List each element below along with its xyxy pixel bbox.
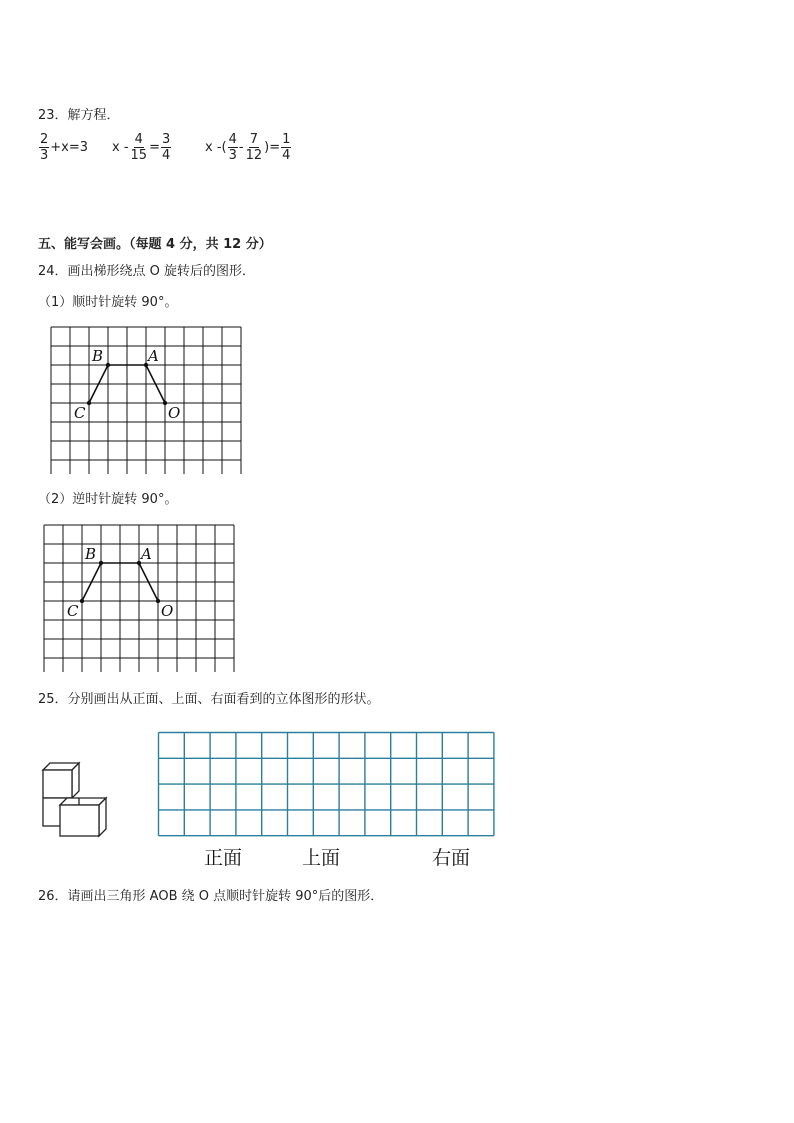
point-B [99, 561, 103, 565]
equation-text: x - [112, 140, 129, 155]
q24-part2: （2）逆时针旋转 90°。 [38, 492, 178, 507]
q25-title: 25．分别画出从正面、上面、右面看到的立体图形的形状。 [38, 692, 380, 707]
view-drawing-grid [157, 731, 497, 839]
cube-stack-figure [40, 760, 110, 838]
numerator: 1 [282, 132, 291, 147]
denominator: 15 [130, 148, 148, 163]
numerator: 2 [40, 132, 49, 147]
equation-3 [205, 132, 292, 163]
cube-side-face [99, 798, 106, 836]
numerator: 4 [228, 132, 237, 147]
grid-lines [44, 525, 234, 672]
point-C [87, 401, 91, 405]
label-top-view: 上面 [302, 847, 341, 869]
point-label-A: A [148, 347, 159, 365]
point-label-B: B [92, 347, 104, 365]
point-O [163, 401, 167, 405]
point-label-A: A [141, 545, 152, 563]
q26-title: 26．请画出三角形 AOB 绕 O 点顺时针旋转 90°后的图形． [38, 889, 384, 904]
q24-title: 24．画出梯形绕点 O 旋转后的图形． [38, 264, 256, 279]
numerator: 7 [249, 132, 258, 147]
point-label-O: O [168, 404, 181, 422]
denominator: 4 [161, 148, 171, 163]
cube-front-face [43, 770, 72, 798]
equation-1 [38, 132, 88, 163]
grid-clockwise [50, 326, 246, 474]
point-O [156, 599, 160, 603]
grid-counterclockwise [43, 524, 239, 672]
cube-top-face [60, 798, 106, 805]
numerator: 4 [134, 132, 143, 147]
denominator: 4 [282, 148, 291, 163]
equation-2 [112, 132, 172, 163]
point-B [106, 363, 110, 367]
point-label-C: C [74, 404, 86, 422]
section-five-title: 五、能写会画。（每题 4 分，共 12 分） [38, 237, 272, 252]
minus-sign: - [238, 140, 244, 155]
denominator: 3 [228, 148, 237, 163]
fraction [228, 132, 238, 163]
q24-part1: （1）顺时针旋转 90°。 [38, 295, 178, 310]
grid-lines [51, 327, 241, 474]
fraction [130, 132, 149, 163]
grid-lines [159, 733, 494, 836]
cube-front-face [60, 805, 99, 836]
point-C [80, 599, 84, 603]
fraction [245, 132, 264, 163]
equals-sign: = [149, 140, 160, 155]
fraction [39, 132, 49, 163]
point-label-C: C [67, 602, 79, 620]
point-label-B: B [85, 545, 97, 563]
label-front-view: 正面 [204, 847, 243, 869]
numerator: 3 [161, 132, 171, 147]
equation-text: +x=3 [50, 140, 89, 155]
denominator: 12 [245, 148, 263, 163]
denominator: 3 [40, 148, 49, 163]
fraction [161, 132, 171, 163]
cube-side-face [72, 763, 79, 798]
q23-title: 23．解方程． [38, 108, 120, 123]
point-label-O: O [161, 602, 174, 620]
label-right-view: 右面 [432, 847, 471, 869]
equation-text: )= [264, 140, 281, 155]
equation-text: x -( [205, 140, 227, 155]
fraction [281, 132, 291, 163]
